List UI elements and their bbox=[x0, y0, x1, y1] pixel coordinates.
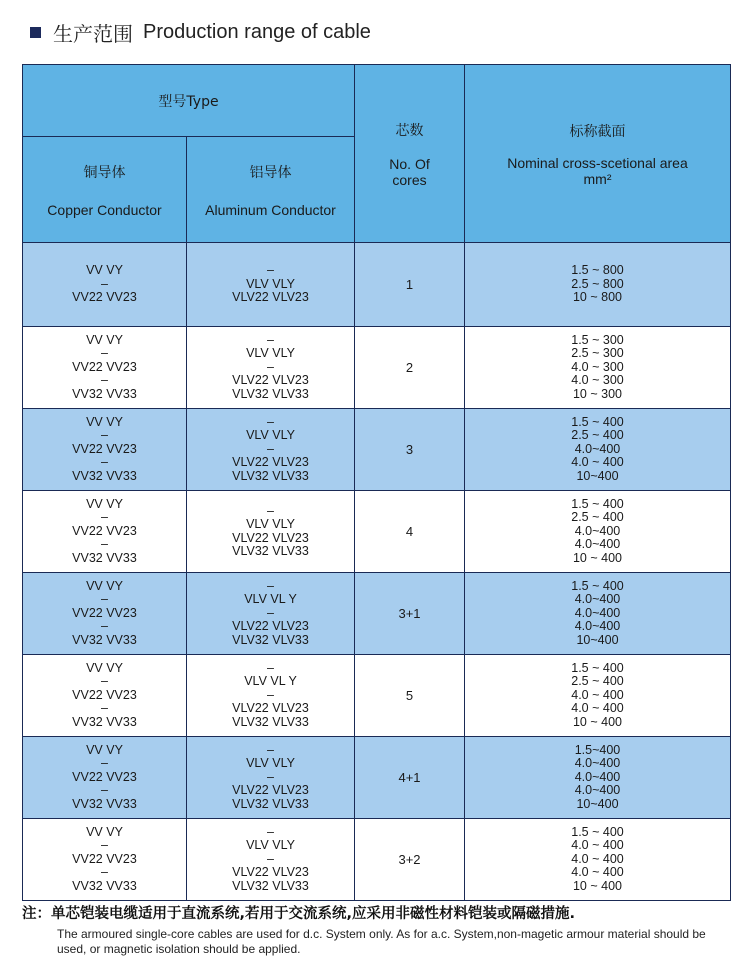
section-cell-line: 4.0~400 bbox=[574, 441, 621, 456]
table-row bbox=[23, 409, 731, 491]
aluminum-cell-line: – bbox=[267, 660, 274, 675]
copper-cell bbox=[23, 819, 187, 901]
section-cell bbox=[465, 243, 731, 327]
copper-cell-line: VV VY bbox=[86, 824, 123, 839]
section-cell-line: 4.0~400 bbox=[574, 523, 621, 538]
aluminum-cell-line: VLV VLY bbox=[246, 428, 295, 443]
copper-cell-line: – bbox=[101, 619, 108, 634]
aluminum-cell-line: – bbox=[267, 263, 274, 278]
aluminum-cell-line: VLV32 VLV33 bbox=[232, 468, 309, 483]
copper-cell-line: VV32 VV33 bbox=[72, 878, 137, 893]
copper-cell-line: VV VY bbox=[86, 263, 123, 278]
aluminum-cell-line: – bbox=[267, 769, 274, 784]
aluminum-cell-line: VLV VL Y bbox=[244, 592, 297, 607]
section-cell-line: 4.0~400 bbox=[574, 605, 621, 620]
section-header: 标称截面 Nominal cross-scetional area mm² bbox=[465, 65, 731, 243]
section-cell bbox=[465, 327, 731, 409]
copper-cell-line: – bbox=[101, 537, 108, 552]
copper-cell-line: VV22 VV23 bbox=[72, 769, 137, 784]
table-row bbox=[23, 737, 731, 819]
copper-cell-line: VV22 VV23 bbox=[72, 290, 137, 305]
section-cell-line: 1.5 ~ 300 bbox=[571, 332, 624, 347]
section-cell-line: 4.0 ~ 400 bbox=[571, 455, 624, 470]
section-cell-line: 2.5 ~ 300 bbox=[571, 346, 624, 361]
section-cell-line: 2.5 ~ 800 bbox=[571, 276, 624, 291]
aluminum-cell-line: – bbox=[267, 414, 274, 429]
copper-cell-line: – bbox=[101, 701, 108, 716]
copper-cell-line: VV VY bbox=[86, 414, 123, 429]
copper-cell-line: VV32 VV33 bbox=[72, 796, 137, 811]
copper-cell-line: – bbox=[101, 373, 108, 388]
copper-cell-line: VV VY bbox=[86, 660, 123, 675]
cores-cell: 4 bbox=[355, 491, 465, 573]
section-cell-line: 10 ~ 400 bbox=[572, 878, 622, 893]
aluminum-cell bbox=[187, 327, 355, 409]
section-cell-line: 10~400 bbox=[576, 796, 619, 811]
section-cell-line: 4.0 ~ 400 bbox=[571, 851, 624, 866]
copper-cell-line: VV22 VV23 bbox=[72, 359, 137, 374]
copper-cell bbox=[23, 655, 187, 737]
section-cell-line: 4.0~400 bbox=[574, 769, 621, 784]
section-cell-line: 10 ~ 800 bbox=[572, 290, 622, 305]
copper-header: 铜导体 Copper Conductor bbox=[23, 137, 187, 243]
copper-cell-line: VV32 VV33 bbox=[72, 632, 137, 647]
section-cell-line: 4.0 ~ 400 bbox=[571, 701, 624, 716]
aluminum-cell bbox=[187, 819, 355, 901]
aluminum-cell-line: VLV32 VLV33 bbox=[232, 544, 309, 558]
footnote bbox=[22, 902, 734, 957]
section-cell bbox=[465, 409, 731, 491]
section-cell-line: 4.0~400 bbox=[574, 783, 621, 798]
aluminum-cell-line: VLV22 VLV23 bbox=[232, 783, 309, 798]
copper-cell bbox=[23, 491, 187, 573]
aluminum-cell bbox=[187, 655, 355, 737]
section-cell-line: 4.0~400 bbox=[574, 537, 621, 552]
aluminum-cell-line: – bbox=[267, 851, 274, 866]
aluminum-cell-line: VLV22 VLV23 bbox=[232, 455, 309, 470]
aluminum-cell-line: VLV32 VLV33 bbox=[232, 796, 309, 811]
section-cell-line: 4.0~400 bbox=[574, 592, 621, 607]
aluminum-cell bbox=[187, 573, 355, 655]
copper-cell bbox=[23, 737, 187, 819]
section-cell-line: 2.5 ~ 400 bbox=[571, 674, 624, 689]
copper-cell bbox=[23, 327, 187, 409]
section-cell bbox=[465, 819, 731, 901]
aluminum-cell-line: – bbox=[267, 742, 274, 757]
aluminum-cell-line: – bbox=[267, 332, 274, 347]
section-cell-line: 1.5 ~ 400 bbox=[571, 660, 624, 675]
cores-cell: 1 bbox=[355, 243, 465, 327]
page-title bbox=[30, 18, 371, 47]
aluminum-cell-line: – bbox=[267, 441, 274, 456]
copper-cell bbox=[23, 573, 187, 655]
section-cell-line: 10 ~ 400 bbox=[572, 550, 622, 565]
copper-cell-line: VV22 VV23 bbox=[72, 523, 137, 538]
section-cell-line: 10 ~ 400 bbox=[572, 714, 622, 729]
section-cell-line: 1.5 ~ 400 bbox=[571, 824, 624, 839]
section-cell bbox=[465, 655, 731, 737]
copper-cell-line: VV VY bbox=[86, 742, 123, 757]
copper-cell-line: VV22 VV23 bbox=[72, 687, 137, 702]
aluminum-cell-line: – bbox=[267, 578, 274, 593]
copper-cell-line: VV32 VV33 bbox=[72, 386, 137, 401]
copper-cell-line: – bbox=[101, 756, 108, 771]
table-row bbox=[23, 655, 731, 737]
section-cell-line: 10 ~ 300 bbox=[572, 386, 622, 401]
copper-cell-line: – bbox=[101, 276, 108, 291]
copper-cell-line: VV22 VV23 bbox=[72, 605, 137, 620]
section-cell-line: 4.0 ~ 400 bbox=[571, 687, 624, 702]
copper-cell-line: – bbox=[101, 455, 108, 470]
section-cell-line: 1.5~400 bbox=[574, 742, 621, 757]
copper-cell-line: – bbox=[101, 428, 108, 443]
aluminum-cell bbox=[187, 737, 355, 819]
copper-cell-line: – bbox=[101, 592, 108, 607]
cores-cell: 2 bbox=[355, 327, 465, 409]
aluminum-cell-line: VLV22 VLV23 bbox=[232, 290, 309, 305]
production-range-table bbox=[22, 64, 731, 901]
copper-cell bbox=[23, 243, 187, 327]
copper-cell-line: – bbox=[101, 783, 108, 798]
section-cell-line: 2.5 ~ 400 bbox=[571, 428, 624, 443]
cores-cell: 3+2 bbox=[355, 819, 465, 901]
section-cell-line: 4.0~400 bbox=[574, 756, 621, 771]
table-row bbox=[23, 243, 731, 327]
cores-cell: 3+1 bbox=[355, 573, 465, 655]
copper-cell-line: VV32 VV33 bbox=[72, 550, 137, 565]
copper-cell-line: VV32 VV33 bbox=[72, 714, 137, 729]
copper-cell bbox=[23, 409, 187, 491]
aluminum-cell-line: VLV VL Y bbox=[244, 674, 297, 689]
copper-cell-line: VV32 VV33 bbox=[72, 468, 137, 483]
table-row bbox=[23, 819, 731, 901]
section-cell-line: 4.0 ~ 300 bbox=[571, 359, 624, 374]
section-cell-line: 1.5 ~ 800 bbox=[571, 263, 624, 278]
aluminum-cell-line: VLV VLY bbox=[246, 517, 295, 531]
cores-header: 芯数 No. Of cores bbox=[355, 65, 465, 243]
table-body bbox=[23, 243, 731, 901]
aluminum-cell-line: VLV32 VLV33 bbox=[232, 714, 309, 729]
aluminum-cell bbox=[187, 243, 355, 327]
aluminum-cell-line: VLV22 VLV23 bbox=[232, 530, 309, 545]
copper-cell-line: VV VY bbox=[86, 332, 123, 347]
type-header: 型号Type bbox=[23, 65, 355, 137]
table-row bbox=[23, 491, 731, 573]
aluminum-cell-line: VLV32 VLV33 bbox=[232, 386, 309, 401]
aluminum-cell-line: VLV32 VLV33 bbox=[232, 632, 309, 647]
aluminum-cell-line: – bbox=[267, 503, 274, 518]
bullet-square-icon bbox=[30, 27, 41, 38]
section-cell bbox=[465, 737, 731, 819]
aluminum-cell bbox=[187, 409, 355, 491]
copper-cell-line: VV22 VV23 bbox=[72, 851, 137, 866]
aluminum-cell-line: VLV22 VLV23 bbox=[232, 701, 309, 716]
section-cell-line: 4.0 ~ 300 bbox=[571, 373, 624, 388]
aluminum-cell-line: VLV VLY bbox=[246, 838, 295, 853]
section-cell-line: 4.0 ~ 400 bbox=[571, 865, 624, 880]
copper-cell-line: VV VY bbox=[86, 578, 123, 593]
table-row bbox=[23, 327, 731, 409]
aluminum-header: 铝导体 Aluminum Conductor bbox=[187, 137, 355, 243]
aluminum-cell-line: VLV VLY bbox=[246, 276, 295, 291]
title-zh: 生产范围 bbox=[53, 22, 133, 46]
copper-cell-line: – bbox=[101, 865, 108, 880]
aluminum-cell-line: VLV VLY bbox=[246, 756, 295, 771]
copper-cell-line: – bbox=[101, 510, 108, 525]
section-cell-line: 1.5 ~ 400 bbox=[571, 496, 624, 511]
copper-cell-line: VV22 VV23 bbox=[72, 441, 137, 456]
aluminum-cell-line: – bbox=[267, 824, 274, 839]
section-cell-line: 2.5 ~ 400 bbox=[571, 510, 624, 525]
section-cell-line: 4.0~400 bbox=[574, 619, 621, 634]
section-cell-line: 10~400 bbox=[576, 632, 619, 647]
copper-cell-line: VV VY bbox=[86, 496, 123, 511]
copper-cell-line: – bbox=[101, 838, 108, 853]
aluminum-cell-line: – bbox=[267, 605, 274, 620]
aluminum-cell-line: VLV22 VLV23 bbox=[232, 619, 309, 634]
aluminum-cell-line: VLV VLY bbox=[246, 346, 295, 361]
section-cell-line: 10~400 bbox=[576, 468, 619, 483]
section-cell-line: 1.5 ~ 400 bbox=[571, 578, 624, 593]
cores-cell: 4+1 bbox=[355, 737, 465, 819]
footnote-en: The armoured single-core cables are used for d.c. System only. As for a.c. System,non-magetic armour material should be used, or magnetic isolation should be applied. bbox=[57, 927, 706, 956]
section-cell-line: 4.0 ~ 400 bbox=[571, 838, 624, 853]
section-cell bbox=[465, 491, 731, 573]
table-row bbox=[23, 573, 731, 655]
copper-cell-line: – bbox=[101, 674, 108, 689]
aluminum-cell-line: – bbox=[267, 359, 274, 374]
footnote-zh: 注：单芯铠装电缆适用于直流系统,若用于交流系统,应采用非磁性材料铠装或隔磁措施. bbox=[22, 906, 576, 922]
title-en: Production range of cable bbox=[143, 21, 371, 43]
cores-cell: 3 bbox=[355, 409, 465, 491]
aluminum-cell-line: VLV32 VLV33 bbox=[232, 878, 309, 893]
aluminum-cell bbox=[187, 491, 355, 573]
aluminum-cell-line: VLV22 VLV23 bbox=[232, 373, 309, 388]
section-cell bbox=[465, 573, 731, 655]
cores-cell: 5 bbox=[355, 655, 465, 737]
copper-cell-line: – bbox=[101, 346, 108, 361]
section-cell-line: 1.5 ~ 400 bbox=[571, 414, 624, 429]
aluminum-cell-line: VLV22 VLV23 bbox=[232, 865, 309, 880]
aluminum-cell-line: – bbox=[267, 687, 274, 702]
